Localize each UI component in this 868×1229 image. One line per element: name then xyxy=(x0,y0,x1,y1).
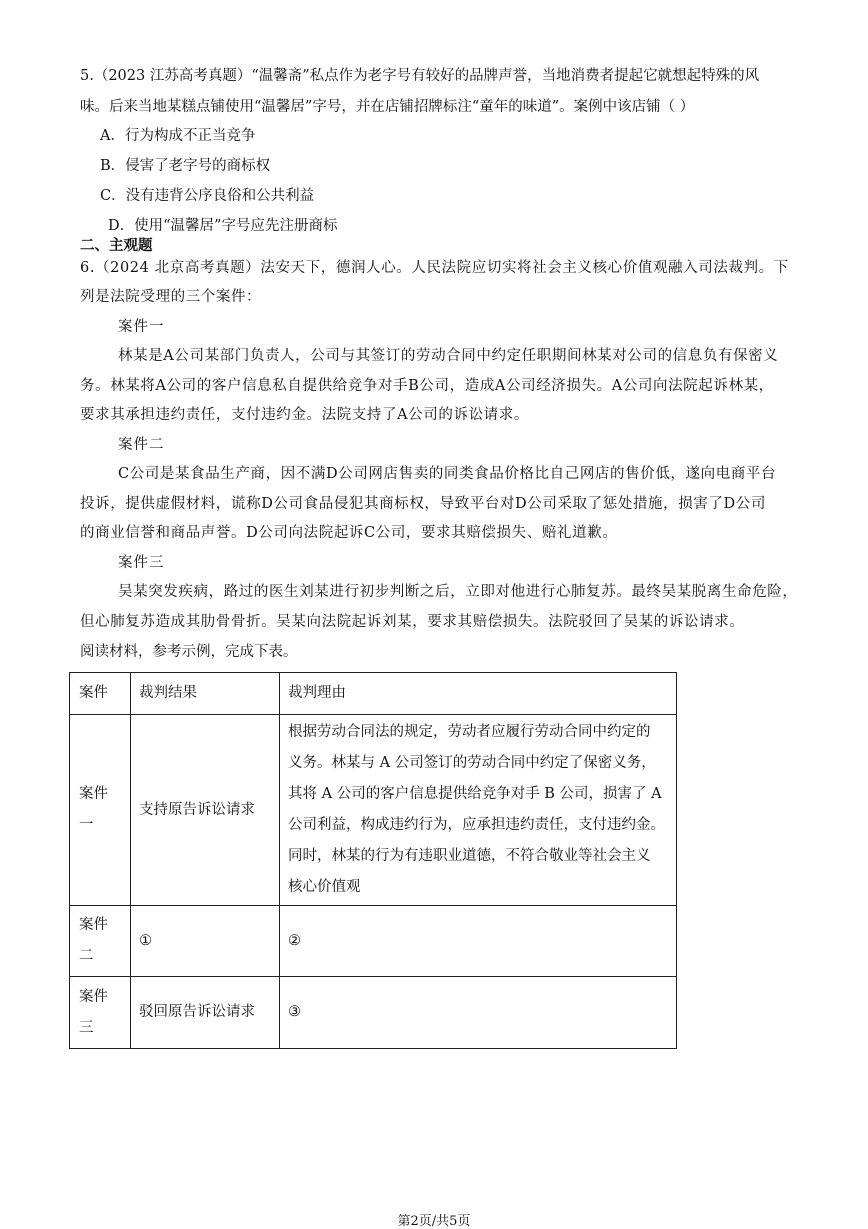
row3-case-line-2: 三 xyxy=(79,1019,94,1036)
case1-line-1: 林某是A公司某部门负责人，公司与其签订的劳动合同中约定任职期间林某对公司的信息负有保密义 xyxy=(118,348,779,364)
table-row xyxy=(70,977,677,1049)
row2-reason-blank: ② xyxy=(280,906,677,977)
row2-case-line-2: 二 xyxy=(79,948,94,964)
row1-reason-line-4: 公司利益，构成违约行为，应承担违约责任，支付违约金。 xyxy=(288,817,665,833)
row1-result: 支持原告诉讼请求 xyxy=(131,715,280,906)
row1-case xyxy=(70,715,131,906)
q5-option-b: B．侵害了老字号的商标权 xyxy=(100,158,271,174)
case1-line-3: 要求其承担违约责任，支付违约金。法院支持了A公司的诉讼请求。 xyxy=(80,407,529,423)
row2-case-line-1: 案件 xyxy=(79,917,108,933)
row3-case xyxy=(70,977,131,1049)
row2-case xyxy=(70,906,131,977)
case3-title: 案件三 xyxy=(118,555,165,571)
q6-instruction: 阅读材料，参考示例，完成下表。 xyxy=(80,644,298,660)
section-heading: 二、主观题 xyxy=(80,237,153,254)
row1-reason-line-2: 义务。林某与 A 公司签订的劳动合同中约定了保密义务， xyxy=(288,755,656,771)
table-header-row xyxy=(70,673,677,715)
row1-reason-line-3: 其将 A 公司的客户信息提供给竞争对手 B 公司，损害了 A xyxy=(288,786,662,802)
case1-line-2: 务。林某将A公司的客户信息私自提供给竞争对手B公司，造成A公司经济损失。A公司向法院起诉林某， xyxy=(80,378,774,394)
q6-stem-line-2: 列是法院受理的三个案件： xyxy=(80,289,262,305)
q5-stem-line-1: 5.（2023 江苏高考真题）“温馨斋”私点作为老字号有较好的品牌声誉，当地消费者提起它就想起特殊的风 xyxy=(80,68,760,84)
q5-option-d: D．使用“温馨居”字号应先注册商标 xyxy=(108,218,338,234)
row1-case-line-2: 一 xyxy=(79,817,94,833)
case3-line-1: 吴某突发疾病，路过的医生刘某进行初步判断之后，立即对他进行心肺复苏。最终吴某脱离生命危险， xyxy=(118,584,798,600)
case2-line-1: C公司是某食品生产商，因不满D公司网店售卖的同类食品价格比自己网店的售价低，遂向电商平台 xyxy=(118,466,777,482)
case1-title: 案件一 xyxy=(118,319,165,335)
q6-stem-line-1: 6.（2024 北京高考真题）法安天下，德润人心。人民法院应切实将社会主义核心价值观融入司法裁判。下 xyxy=(80,260,789,276)
case3-line-2: 但心肺复苏造成其肋骨骨折。吴某向法院起诉刘某，要求其赔偿损失。法院驳回了吴某的诉讼请求。 xyxy=(80,614,745,630)
answer-table xyxy=(69,672,677,1049)
q5-option-a: A．行为构成不正当竞争 xyxy=(100,128,256,144)
q5-option-c: C．没有违背公序良俗和公共利益 xyxy=(100,188,315,204)
case2-line-3: 的商业信誉和商品声誉。D公司向法院起诉C公司，要求其赔偿损失、赔礼道歉。 xyxy=(80,525,618,541)
header-result: 裁判结果 xyxy=(131,673,280,715)
case2-line-2: 投诉，提供虚假材料，谎称D公司食品侵犯其商标权，导致平台对D公司采取了惩处措施，损害了D公司 xyxy=(80,496,766,512)
row1-reason-line-1: 根据劳动合同法的规定，劳动者应履行劳动合同中约定的 xyxy=(288,724,651,740)
table-row xyxy=(70,906,677,977)
case2-title: 案件二 xyxy=(118,437,165,453)
row2-result-blank: ① xyxy=(131,906,280,977)
row1-case-line-1: 案件 xyxy=(79,786,108,802)
row3-reason-blank: ③ xyxy=(280,977,677,1049)
header-case: 案件 xyxy=(70,673,131,715)
page-number: 第2页/共5页 xyxy=(397,1214,471,1229)
header-reason: 裁判理由 xyxy=(280,673,677,715)
row1-reason-line-6: 核心价值观 xyxy=(288,879,361,895)
row1-reason-line-5: 同时，林某的行为有违职业道德，不符合敬业等社会主义 xyxy=(288,848,651,864)
row3-case-line-1: 案件 xyxy=(79,988,108,1005)
q5-stem-line-2: 味。后来当地某糕点铺使用“温馨居”字号，并在店铺招牌标注“童年的味道”。案例中该店铺（ ） xyxy=(80,99,695,115)
row3-result: 驳回原告诉讼请求 xyxy=(131,977,280,1049)
table-row xyxy=(70,715,677,906)
row1-reason xyxy=(280,715,677,906)
